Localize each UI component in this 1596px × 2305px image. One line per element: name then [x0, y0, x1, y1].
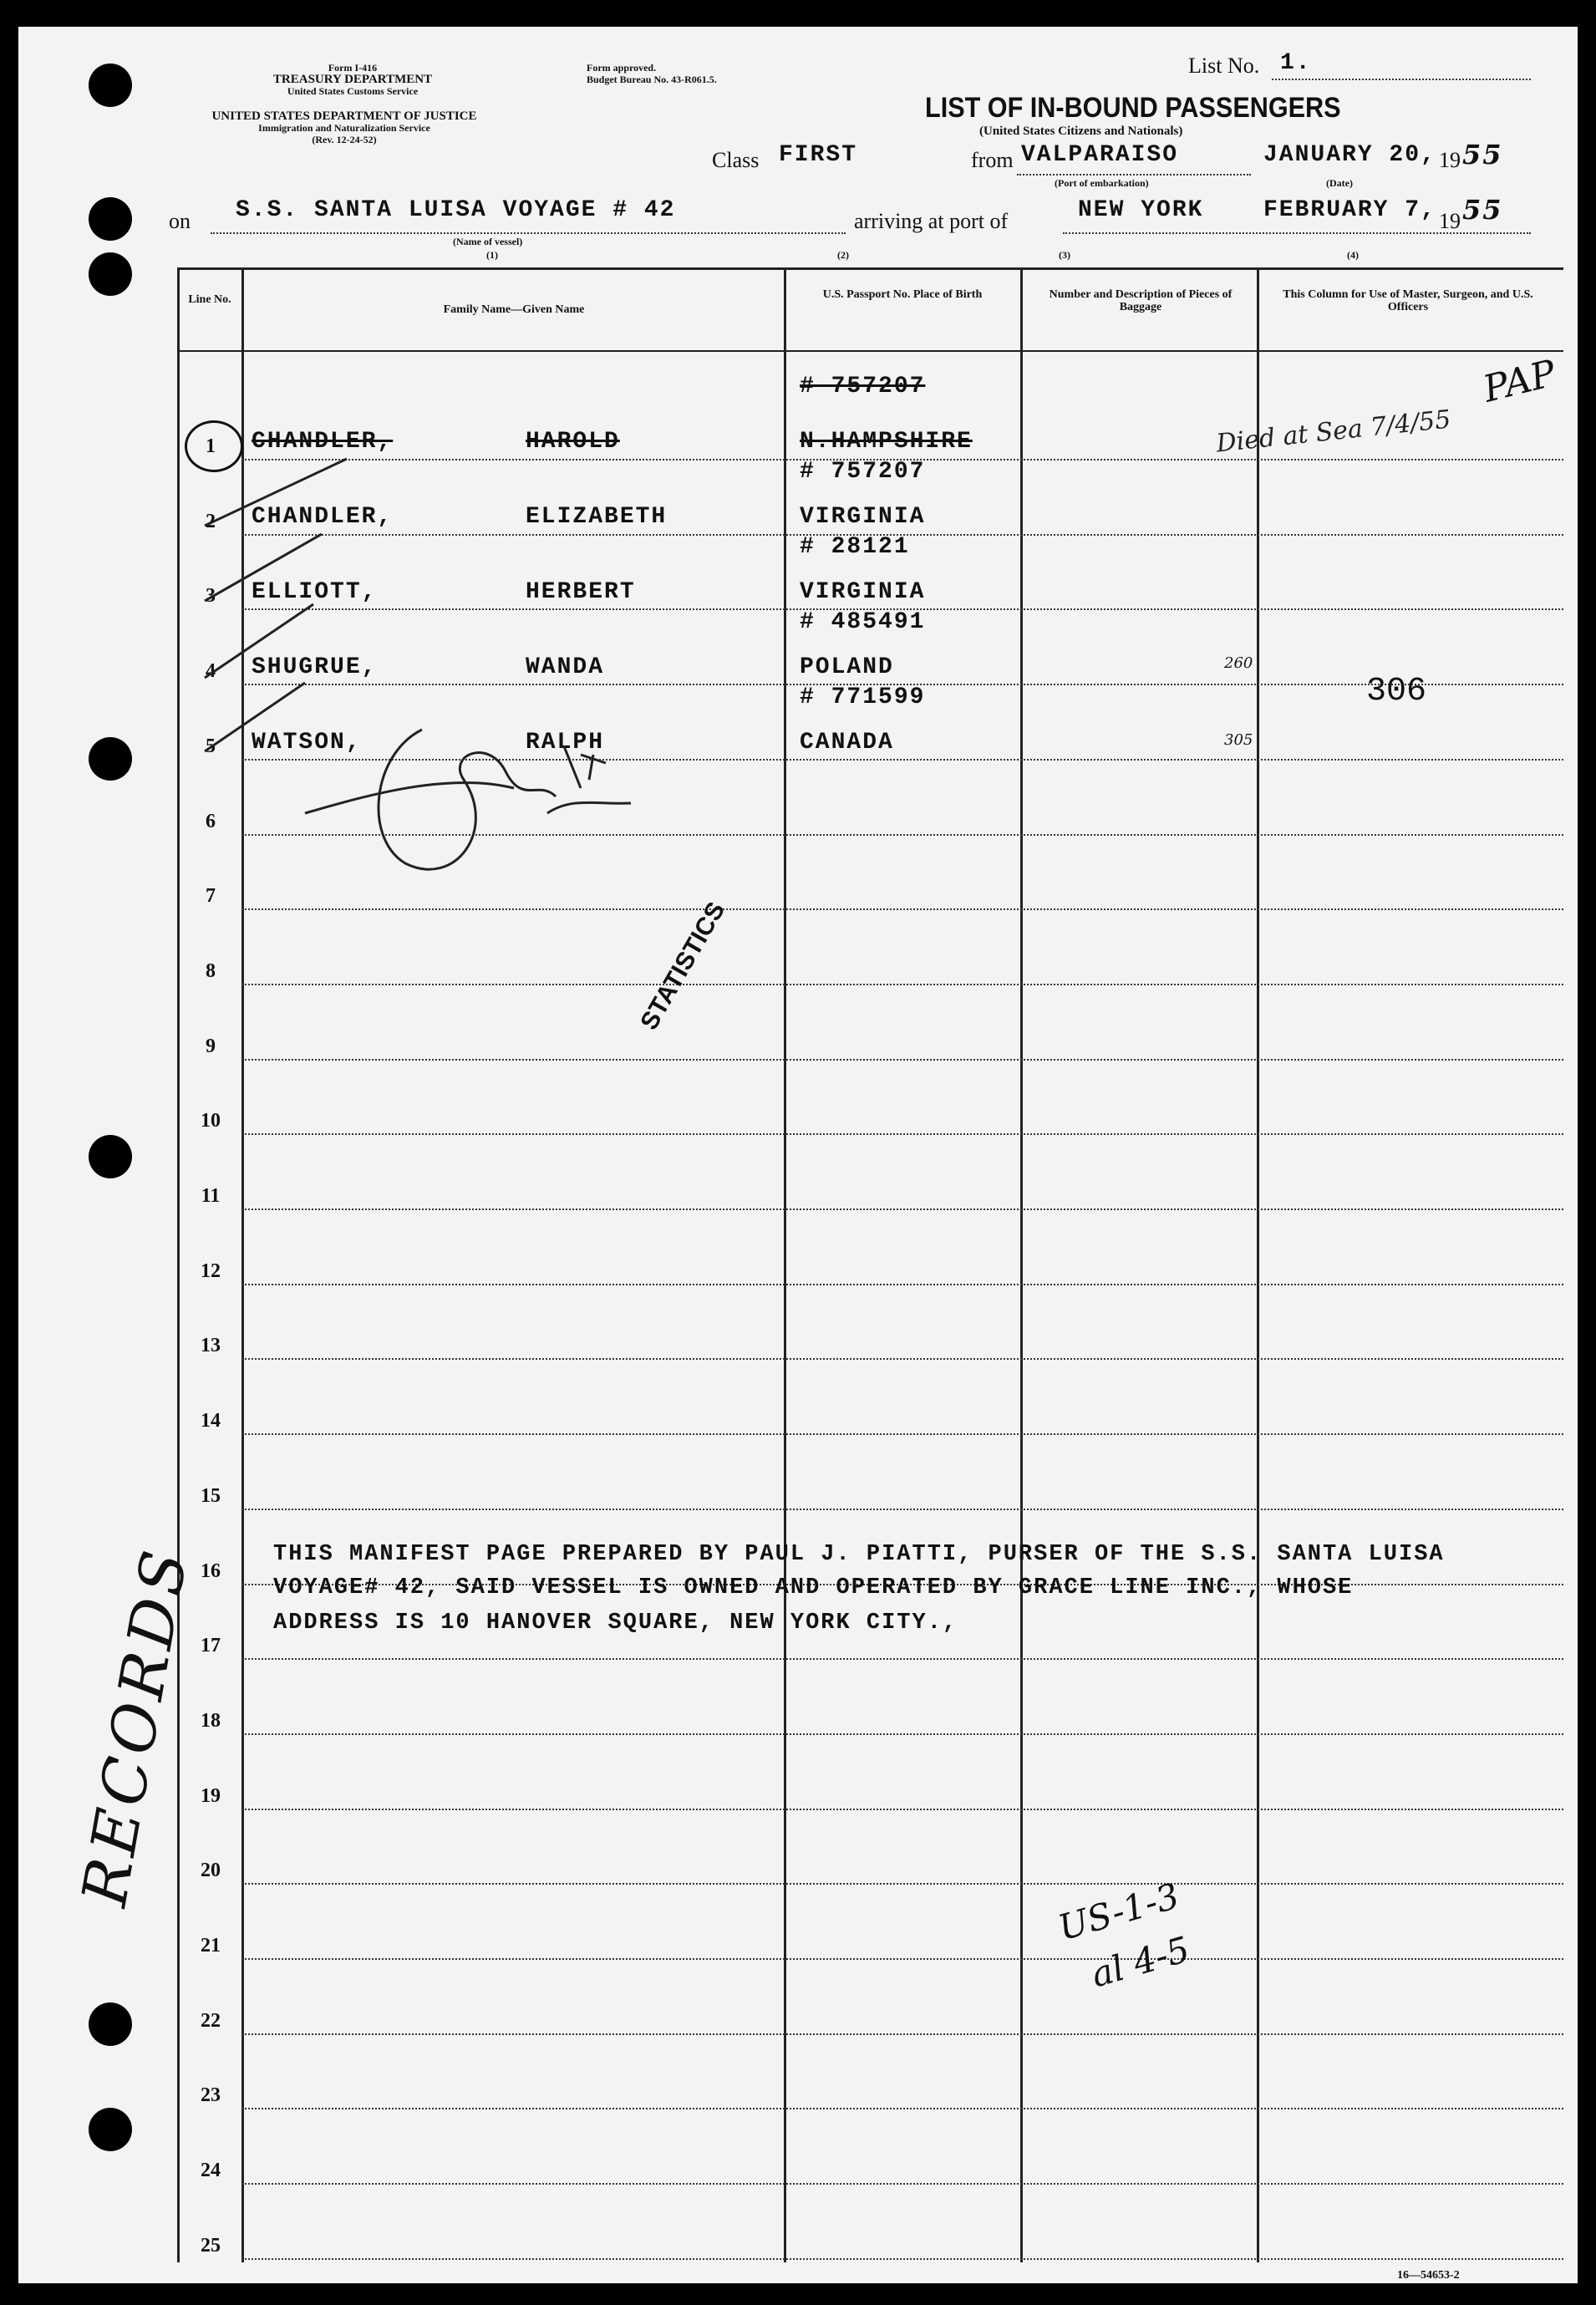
- records-handwriting: RECORDS: [69, 1540, 203, 1911]
- passenger-4-family: SHUGRUE,: [252, 654, 378, 680]
- row-rule: [241, 1809, 1563, 1810]
- signature-scribble: [297, 705, 648, 888]
- row-rule: [241, 1358, 1563, 1360]
- departure-date: JANUARY 20,: [1263, 142, 1436, 168]
- punch-hole: [89, 64, 132, 107]
- passenger-1-birth: N.HAMPSHIRE: [800, 429, 973, 455]
- form-title: LIST OF IN-BOUND PASSENGERS: [925, 92, 1341, 124]
- officer-code: 306: [1366, 673, 1427, 710]
- passenger-5-passport: # 771599: [800, 684, 926, 710]
- row-number-20: 20: [201, 1860, 221, 1882]
- departure-year-prefix: 19: [1439, 148, 1461, 172]
- row-number-4: 4: [206, 660, 216, 683]
- arrival-year: 55: [1462, 194, 1503, 226]
- row-number-7: 7: [206, 885, 216, 908]
- passenger-3-passport: # 28121: [800, 534, 910, 560]
- embarkation-port: VALPARAISO: [1021, 142, 1179, 168]
- col-num-3: (3): [1059, 249, 1070, 261]
- list-number-label: List No.: [1188, 53, 1260, 78]
- col-header-officers: This Column for Use of Master, Surgeon, and U.S. Officers: [1283, 288, 1533, 313]
- passenger-1-family: CHANDLER,: [252, 429, 394, 455]
- row-rule: [241, 984, 1563, 985]
- manifest-sheet: [18, 27, 1578, 2283]
- row-rule: [241, 1509, 1563, 1510]
- row-number-24: 24: [201, 2160, 221, 2182]
- passenger-1-note: Died at Sea 7/4/55: [1214, 405, 1452, 459]
- class-label: Class: [712, 148, 760, 172]
- passenger-3-given: HERBERT: [526, 579, 636, 605]
- punch-hole: [89, 737, 132, 781]
- arrival-year-prefix: 19: [1439, 209, 1461, 233]
- footer-code: 16—54653-2: [1397, 2269, 1460, 2282]
- passenger-1-given: HAROLD: [526, 429, 620, 455]
- row-number-16: 16: [201, 1560, 221, 1582]
- justice-dept-block: UNITED STATES DEPARTMENT OF JUSTICE Immigration and Naturalization Service (Rev. 12-24-52): [211, 109, 477, 145]
- col-divider: [1020, 270, 1023, 2262]
- vessel-caption: (Name of vessel): [453, 236, 523, 247]
- row-number-15: 15: [201, 1484, 221, 1507]
- row-rule: [241, 1658, 1563, 1660]
- passenger-5-family: WATSON,: [252, 730, 362, 756]
- row-rule: [241, 1133, 1563, 1135]
- col-divider: [784, 270, 786, 2262]
- row-rule: [241, 2183, 1563, 2185]
- punch-hole: [89, 252, 132, 296]
- departure-year: 55: [1462, 139, 1503, 170]
- passenger-4-birth: POLAND: [800, 654, 894, 680]
- row-number-25: 25: [201, 2234, 221, 2257]
- punch-hole: [89, 197, 132, 241]
- row-rule: [241, 1059, 1563, 1061]
- officer-mark-row5: 305: [1224, 731, 1253, 749]
- row-number-18: 18: [201, 1709, 221, 1732]
- row-number-5: 5: [206, 735, 216, 757]
- row-number-2: 2: [206, 510, 216, 532]
- list-number: 1.: [1280, 50, 1312, 76]
- col-header-passport: U.S. Passport No. Place of Birth: [822, 288, 983, 301]
- col-header-baggage: Number and Description of Pieces of Baggage: [1049, 288, 1233, 313]
- col-header-name: Family Name—Given Name: [443, 303, 585, 316]
- arrival-port: NEW YORK: [1078, 197, 1204, 223]
- passenger-2-given: ELIZABETH: [526, 504, 668, 530]
- row-rule: [241, 1883, 1563, 1885]
- row-rule: [241, 1733, 1563, 1735]
- col-divider: [1257, 270, 1259, 2262]
- form-subtitle: (United States Citizens and Nationals): [979, 125, 1183, 138]
- col-header-line: Line No.: [188, 293, 231, 306]
- row-number-1: 1: [206, 435, 216, 457]
- col-num-1: (1): [486, 249, 498, 261]
- row-number-6: 6: [206, 810, 216, 832]
- arriving-label: arriving at port of: [854, 209, 1009, 233]
- passenger-1-passport: # 757207: [800, 374, 926, 399]
- punch-hole: [89, 2002, 132, 2046]
- vessel-name: S.S. SANTA LUISA VOYAGE # 42: [236, 197, 676, 223]
- col-num-2: (2): [837, 249, 849, 261]
- row-number-3: 3: [206, 585, 216, 608]
- row-number-21: 21: [201, 1935, 221, 1956]
- passenger-2-passport: # 757207: [800, 459, 926, 485]
- row-rule: [241, 1433, 1563, 1435]
- row-number-17: 17: [201, 1635, 221, 1657]
- manifest-note-line-1: THIS MANIFEST PAGE PREPARED BY PAUL J. PIATTI, PURSER OF THE S.S. SANTA LUISA: [273, 1542, 1445, 1567]
- handwritten-summary-2: al 4-5: [1086, 1928, 1194, 1996]
- date-caption: (Date): [1326, 177, 1353, 189]
- row-rule: [241, 2033, 1563, 2035]
- row-rule: [241, 1284, 1563, 1285]
- row-number-8: 8: [206, 959, 216, 982]
- class-value: FIRST: [779, 142, 858, 168]
- from-caption: (Port of embarkation): [1055, 177, 1149, 189]
- list-number-line: [1272, 79, 1531, 80]
- passenger-3-birth: VIRGINIA: [800, 579, 926, 605]
- statistics-stamp: STATISTICS: [635, 897, 731, 1035]
- punch-hole: [89, 1135, 132, 1178]
- officer-initials: PAP: [1479, 352, 1560, 411]
- row-rule: [241, 1958, 1563, 1960]
- handwritten-summary-1: US-1-3: [1054, 1875, 1184, 1949]
- row-number-9: 9: [206, 1035, 216, 1057]
- passenger-4-passport: # 485491: [800, 609, 926, 635]
- punch-hole: [89, 2108, 132, 2151]
- row-number-10: 10: [201, 1110, 221, 1132]
- officer-mark-row4: 260: [1224, 654, 1253, 672]
- row-rule: [241, 1208, 1563, 1210]
- row-rule: [241, 2258, 1563, 2260]
- row-rule: [241, 908, 1563, 910]
- arrival-line: [1063, 232, 1531, 234]
- passenger-table: [177, 267, 1563, 2262]
- from-label: from: [971, 148, 1014, 172]
- arrival-date: FEBRUARY 7,: [1263, 197, 1436, 223]
- approval-block: Form approved. Budget Bureau No. 43-R061.5.: [587, 62, 717, 85]
- from-line: [1017, 174, 1251, 176]
- passenger-2-family: CHANDLER,: [252, 504, 394, 530]
- passenger-5-given: RALPH: [526, 730, 605, 756]
- manifest-note-line-3: ADDRESS IS 10 HANOVER SQUARE, NEW YORK CITY.,: [273, 1610, 958, 1636]
- form-number: Form I-416 TREASURY DEPARTMENT United States Customs Service: [272, 62, 433, 97]
- passenger-4-given: WANDA: [526, 654, 605, 680]
- row-number-11: 11: [201, 1185, 221, 1207]
- row-number-19: 19: [201, 1784, 221, 1807]
- row-number-13: 13: [201, 1335, 221, 1357]
- row-number-12: 12: [201, 1259, 221, 1282]
- row-number-14: 14: [201, 1410, 221, 1432]
- col-num-4: (4): [1347, 249, 1359, 261]
- passenger-2-birth: VIRGINIA: [800, 504, 926, 530]
- passenger-3-family: ELLIOTT,: [252, 579, 378, 605]
- row-number-22: 22: [201, 2009, 221, 2032]
- on-label: on: [169, 209, 191, 233]
- passenger-5-birth: CANADA: [800, 730, 894, 756]
- row-rule: [241, 2108, 1563, 2109]
- row-number-23: 23: [201, 2084, 221, 2107]
- vessel-line: [211, 232, 846, 234]
- manifest-note-line-2: VOYAGE# 42, SAID VESSEL IS OWNED AND OPERATED BY GRACE LINE INC., WHOSE: [273, 1575, 1354, 1600]
